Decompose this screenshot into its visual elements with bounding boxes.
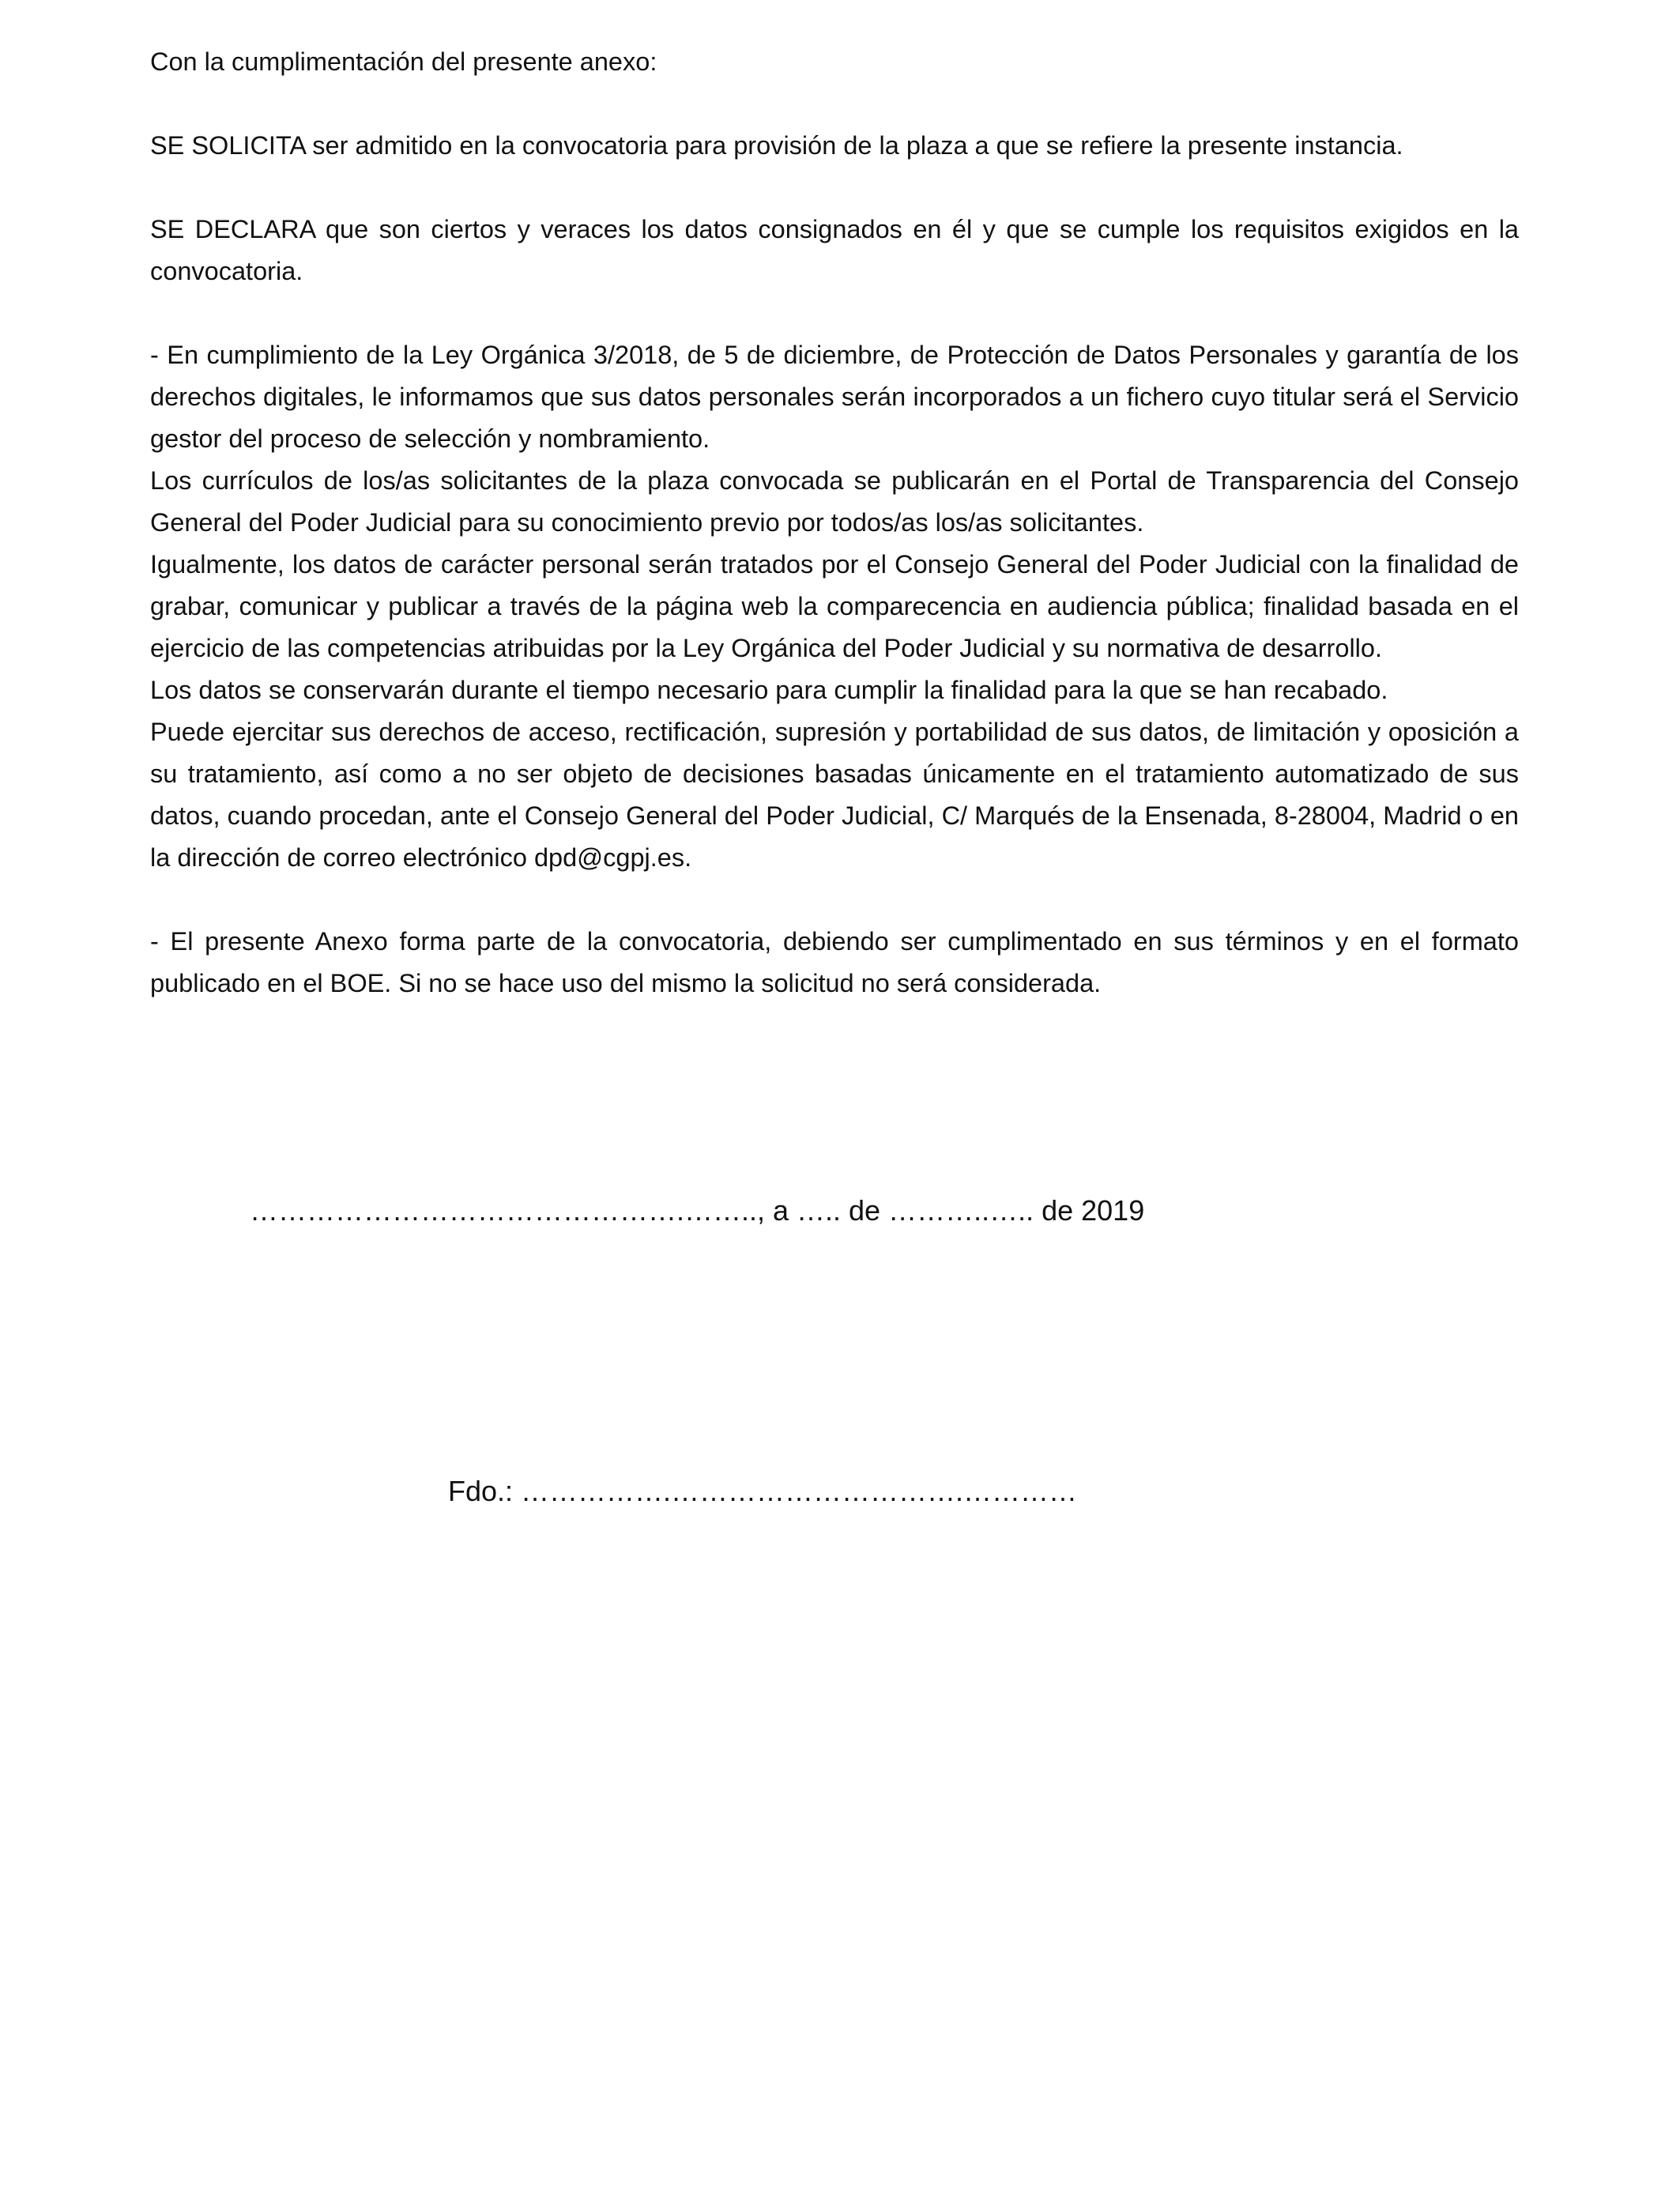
signature-line: Fdo.: …………….………………………….………… [448,1475,1078,1507]
place-date-line: ……………………………………….…….., a ….. de ………..….. de 2019 [250,1194,1145,1227]
declara-paragraph: SE DECLARA que son ciertos y veraces los datos consignados en él y que se cumple los requisitos exigidos en la convocatoria. [150,215,1519,285]
rights-paragraph: Puede ejercitar sus derechos de acceso, rectificación, supresión y portabilidad de sus datos, de limitación y oposición a su tratamiento, así como a no ser objeto de decisiones basadas únicamente en el tratamiento automatizado de sus datos, cuando procedan, ante el Consejo General del Poder Judicial, C/ Marqués de la Ensenada, 8-28004, Madrid o en la dirección de correo electrónico dpd@cgpj.es. [150,718,1519,872]
data-processing-paragraph: Igualmente, los datos de carácter personal serán tratados por el Consejo General del Poder Judicial con la finalidad de grabar, comunicar y publicar a través de la página web la comparecencia en audiencia pública; finalidad basada en el ejercicio de las competencias atribuidas por la Ley Orgánica del Poder Judicial y su normativa de desarrollo. [150,550,1519,662]
paragraph-gap [150,167,1519,209]
data-retention-paragraph: Los datos se conservarán durante el tiempo necesario para cumplir la finalidad para la que se han recabado. [150,676,1388,704]
paragraph-gap [150,83,1519,125]
solicita-paragraph: SE SOLICITA ser admitido en la convocatoria para provisión de la plaza a que se refiere la presente instancia. [150,131,1403,160]
curriculos-paragraph: Los currículos de los/as solicitantes de la plaza convocada se publicarán en el Portal de Transparencia del Consejo General del Poder Judicial para su conocimiento previo por todos/as los/as solicitantes. [150,466,1519,537]
paragraph-gap [150,292,1519,334]
paragraph-gap [150,879,1519,921]
document-body [150,41,1519,1005]
intro-paragraph: Con la cumplimentación del presente anexo: [150,47,657,76]
data-protection-paragraph: - En cumplimiento de la Ley Orgánica 3/2018, de 5 de diciembre, de Protección de Datos Personales y garantía de los derechos digitales, le informamos que sus datos personales serán incorporados a un fichero cuyo titular será el Servicio gestor del proceso de selección y nombramiento. [150,341,1519,453]
anexo-paragraph: - El presente Anexo forma parte de la convocatoria, debiendo ser cumplimentado en sus términos y en el formato publicado en el BOE. Si no se hace uso del mismo la solicitud no será considerada. [150,927,1519,997]
